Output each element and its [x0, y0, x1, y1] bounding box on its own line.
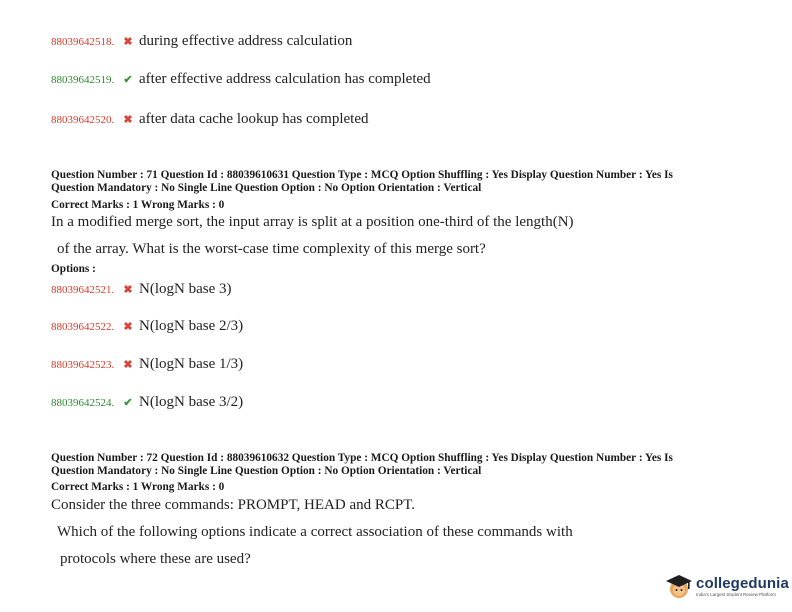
- cross-icon: ✖: [123, 359, 133, 371]
- option-row: [51, 33, 352, 50]
- option-id: 88039642518.: [51, 35, 115, 48]
- option-row: [51, 281, 231, 298]
- question-text: of the array. What is the worst-case time complexity of this merge sort?: [57, 241, 486, 257]
- option-text: N(logN base 2/3): [139, 318, 244, 334]
- option-id: 88039642522.: [51, 320, 115, 333]
- option-row: [51, 318, 243, 335]
- cross-icon: ✖: [123, 114, 133, 126]
- question-marks: Correct Marks : 1 Wrong Marks : 0: [51, 199, 225, 211]
- option-row: [51, 356, 243, 373]
- option-text: N(logN base 1/3): [139, 356, 244, 372]
- question-text: Consider the three commands: PROMPT, HEAD and RCPT.: [51, 497, 415, 513]
- question-marks: Correct Marks : 1 Wrong Marks : 0: [51, 481, 225, 493]
- option-text: N(logN base 3): [139, 281, 232, 297]
- meta-line: Question Number : 71 Question Id : 88039610631 Question Type : MCQ Option Shuffling : Yes Display Question Number : Yes Is: [51, 169, 673, 181]
- cross-icon: ✖: [123, 284, 133, 296]
- option-row: [51, 111, 368, 128]
- option-text: after effective address calculation has completed: [139, 71, 431, 87]
- option-id: 88039642521.: [51, 283, 115, 296]
- option-id: 88039642519.: [51, 73, 115, 86]
- option-row: [51, 394, 243, 411]
- logo-tagline: India's Largest Student Review Platform: [696, 592, 776, 597]
- meta-line: Question Number : 72 Question Id : 88039610632 Question Type : MCQ Option Shuffling : Yes Display Question Number : Yes Is: [51, 452, 673, 464]
- option-text: after data cache lookup has completed: [139, 111, 369, 127]
- meta-line: Question Mandatory : No Single Line Question Option : No Option Orientation : Vertical: [51, 182, 482, 194]
- question-text: protocols where these are used?: [60, 551, 251, 567]
- option-text: during effective address calculation: [139, 33, 353, 49]
- question-meta: [51, 169, 731, 195]
- question-meta: [51, 452, 731, 478]
- question-text: In a modified merge sort, the input array is split at a position one-third of the length(N): [51, 214, 574, 230]
- option-id: 88039642520.: [51, 113, 115, 126]
- cross-icon: ✖: [123, 36, 133, 48]
- question-text: Which of the following options indicate a correct association of these commands with: [57, 524, 573, 540]
- logo-name: collegedunia: [696, 575, 789, 592]
- options-label: Options :: [51, 263, 96, 275]
- option-id: 88039642524.: [51, 396, 115, 409]
- cross-icon: ✖: [123, 321, 133, 333]
- option-id: 88039642523.: [51, 358, 115, 371]
- check-icon: ✔: [123, 397, 133, 409]
- meta-line: Question Mandatory : No Single Line Question Option : No Option Orientation : Vertical: [51, 465, 482, 477]
- option-text: N(logN base 3/2): [139, 394, 244, 410]
- graduate-cap-icon: [664, 571, 694, 601]
- check-icon: ✔: [123, 74, 133, 86]
- collegedunia-logo: [664, 571, 789, 601]
- option-row: [51, 71, 431, 88]
